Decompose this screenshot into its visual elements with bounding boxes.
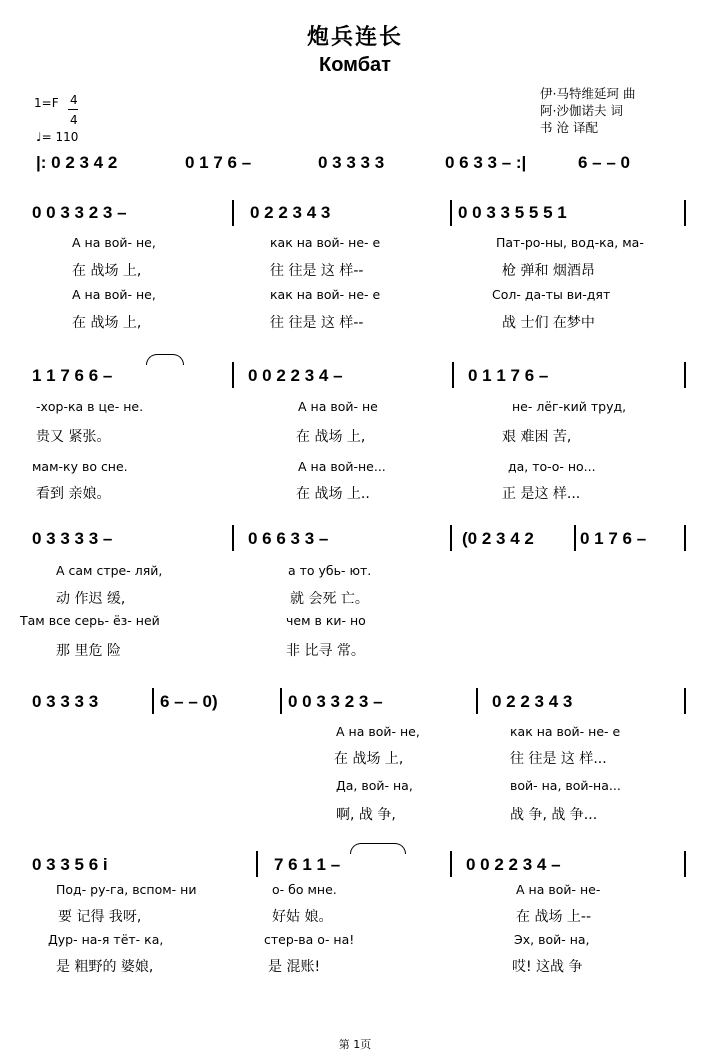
tie-slur (146, 354, 184, 365)
lyric-line: мам-ку во сне. (32, 459, 128, 474)
barline (450, 525, 452, 551)
lyric-line: вой- на, вой-на... (510, 778, 621, 793)
measure-notes: 7 6 1 1 – (274, 855, 341, 874)
barline (452, 362, 454, 388)
barline (232, 362, 234, 388)
lyric-line: 啊, 战 争, (336, 807, 396, 823)
lyricist-credit: 阿·沙伽诺夫 词 (540, 103, 623, 118)
lyric-line: стер-ва о- на! (264, 932, 355, 947)
barline (574, 525, 576, 551)
lyric-line: 在 战场 上, (72, 263, 142, 279)
lyric-line: А на вой- не, (336, 724, 420, 739)
lyric-line: 正 是这 样... (502, 486, 581, 502)
lyric-line: 好姑 娘。 (272, 909, 333, 925)
lyric-line: как на вой- не- е (270, 235, 381, 250)
barline (450, 200, 452, 226)
lyric-line: 看到 亲娘。 (36, 486, 111, 502)
lyric-line: чем в ки- но (286, 613, 366, 628)
lyric-line: 枪 弹和 烟酒昂 (502, 263, 595, 279)
measure-notes: 0 3 3 5 6 i (32, 855, 108, 874)
measure-notes: 0 1 7 6 – (185, 153, 252, 172)
barline (684, 362, 686, 388)
barline (280, 688, 282, 714)
measure-notes: 6 – – 0) (160, 692, 218, 711)
measure-notes: 0 6 6 3 3 – (248, 529, 329, 548)
lyric-line: 战 士们 在梦中 (502, 315, 595, 331)
barline (684, 525, 686, 551)
measure-notes: 0 1 1 7 6 – (468, 366, 549, 385)
lyric-line: -хор-ка в це- не. (36, 399, 144, 414)
measure-notes: (0 2 3 4 2 (462, 529, 534, 548)
lyric-line: 战 争, 战 争... (510, 807, 598, 823)
lyric-line: А сам стре- ляй, (56, 563, 163, 578)
lyric-line: Да, вой- на, (336, 778, 413, 793)
lyric-line: А на вой- не- (516, 882, 601, 897)
measure-notes: 0 2 2 3 4 3 (492, 692, 573, 711)
lyric-line: 动 作迟 缓, (56, 591, 126, 607)
lyric-line: А на вой- не, (72, 287, 156, 302)
lyric-line: Там все серь- ёз- ней (20, 613, 160, 628)
lyric-line: 在 战场 上, (334, 751, 404, 767)
barline (152, 688, 154, 714)
time-signature-line (68, 109, 78, 110)
lyric-line: о- бо мне. (272, 882, 337, 897)
lyric-line: как на вой- не- е (270, 287, 381, 302)
barline (684, 200, 686, 226)
composer-credit: 伊·马特维延珂 曲 (540, 86, 636, 101)
lyric-line: 艰 难困 苦, (502, 429, 572, 445)
lyric-line: как на вой- не- е (510, 724, 621, 739)
lyric-line: А на вой- не, (72, 235, 156, 250)
lyric-line: 往 往是 这 样-- (270, 315, 364, 331)
lyric-line: 那 里危 险 (56, 643, 121, 659)
lyric-line: А на вой-не... (298, 459, 386, 474)
measure-notes: 0 3 3 3 3 (318, 153, 385, 172)
measure-notes: 0 6 3 3 – :| (445, 153, 527, 172)
measure-notes: 0 3 3 3 3 (32, 692, 99, 711)
lyric-line: 在 战场 上-- (516, 909, 592, 925)
barline (256, 851, 258, 877)
lyric-line: Под- ру-га, вспом- ни (56, 882, 197, 897)
lyric-line: 在 战场 上, (296, 429, 366, 445)
barline (450, 851, 452, 877)
lyric-line: 往 往是 这 样... (510, 751, 607, 767)
time-signature-top: 4 (70, 93, 78, 107)
lyric-line: Сол- да-ты ви-дят (492, 287, 611, 302)
lyric-line: не- лёг-кий труд, (512, 399, 627, 414)
lyric-line: 要 记得 我呀, (58, 909, 142, 925)
measure-notes: 0 0 3 3 2 3 – (288, 692, 383, 711)
lyric-line: 贵又 紧张。 (36, 429, 111, 445)
barline (684, 688, 686, 714)
lyric-line: 是 粗野的 婆娘, (56, 959, 154, 975)
measure-notes: 0 3 3 3 3 – (32, 529, 113, 548)
song-title-russian: Комбат (319, 54, 391, 76)
key-signature: 1=F (34, 96, 59, 110)
lyric-line: 在 战场 上, (72, 315, 142, 331)
measure-notes: |: 0 2 3 4 2 (36, 153, 118, 172)
measure-notes: 1 1 7 6 6 – (32, 366, 113, 385)
lyric-line: Дур- на-я тёт- ка, (48, 932, 164, 947)
lyric-line: 非 比寻 常。 (286, 643, 365, 659)
barline (476, 688, 478, 714)
measure-notes: 0 2 2 3 4 3 (250, 203, 331, 222)
lyric-line: да, то-о- но... (508, 459, 596, 474)
lyric-line: 哎! 这战 争 (512, 959, 583, 975)
lyric-line: а то убь- ют. (288, 563, 372, 578)
measure-notes: 0 1 7 6 – (580, 529, 647, 548)
measure-notes: 0 0 3 3 2 3 – (32, 203, 127, 222)
page-number: 第 1页 (338, 1038, 372, 1051)
barline (684, 851, 686, 877)
measure-notes: 0 0 2 2 3 4 – (466, 855, 561, 874)
song-title-chinese: 炮兵连长 (306, 25, 403, 50)
tie-slur (350, 843, 406, 854)
lyric-line: 往 往是 这 样-- (270, 263, 364, 279)
lyric-line: А на вой- не (298, 399, 378, 414)
barline (232, 200, 234, 226)
lyric-line: Эх, вой- на, (514, 932, 590, 947)
lyric-line: 是 混账! (268, 959, 321, 975)
tempo-marking: ♩= 110 (36, 130, 79, 144)
measure-notes: 0 0 2 2 3 4 – (248, 366, 343, 385)
lyric-line: 在 战场 上.. (296, 486, 370, 502)
lyric-line: 就 会死 亡。 (290, 591, 369, 607)
barline (232, 525, 234, 551)
lyric-line: Пат-ро-ны, вод-ка, ма- (496, 235, 644, 250)
translator-credit: 书 沧 译配 (540, 120, 598, 135)
time-signature-bottom: 4 (70, 113, 78, 127)
measure-notes: 0 0 3 3 5 5 5 1 (458, 203, 567, 222)
measure-notes: 6 – – 0 (578, 153, 630, 172)
